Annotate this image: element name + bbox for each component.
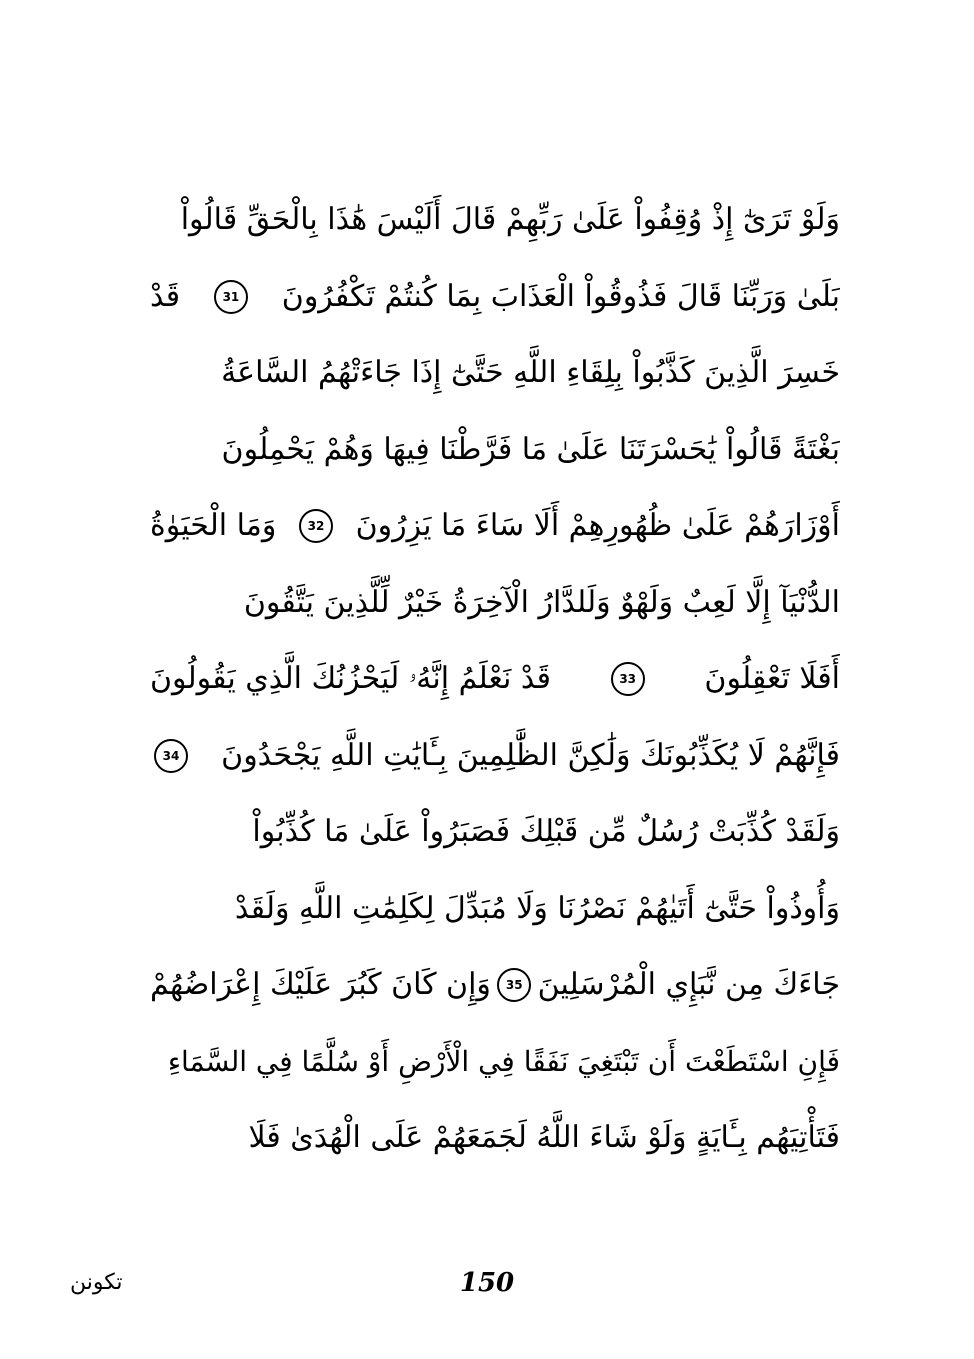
verse-line xyxy=(150,182,840,259)
verse-line xyxy=(150,259,840,336)
verse-line xyxy=(150,871,840,948)
verse-text: فَإِنَّهُمْ لَا يُكَذِّبُونَكَ وَلَٰكِنَّ الظَّٰلِمِينَ بِـَٔايَٰتِ اللَّهِ يَجْحَدُونَ xyxy=(221,737,840,773)
verse-line xyxy=(150,947,840,1024)
verse-text: أَوْزَارَهُمْ عَلَىٰ ظُهُورِهِمْ أَلَا سَاءَ مَا يَزِرُونَ xyxy=(355,508,840,544)
verse-line xyxy=(150,335,840,412)
verse-text-block xyxy=(150,182,840,1177)
verse-text: قَدْ xyxy=(150,278,181,314)
verse-text: وَمَا الْحَيَوٰةُ xyxy=(150,508,277,544)
ayah-number-marker: 31 xyxy=(214,280,248,314)
catchword: تكونن xyxy=(70,1270,123,1295)
verse-text: وَأُوذُواْ حَتَّىٰٓ أَتَيٰهُمْ نَصْرُنَا وَلَا مُبَدِّلَ لِكَلِمَٰتِ اللَّهِ وَلَقَدْ xyxy=(234,890,840,926)
verse-text: وَإِن كَانَ كَبُرَ عَلَيْكَ إِعْرَاضُهُمْ xyxy=(150,967,491,1003)
ayah-number-marker: 32 xyxy=(299,509,333,543)
verse-line xyxy=(150,641,840,718)
page-number: 150 xyxy=(459,1268,515,1298)
ayah-number-marker: 34 xyxy=(154,739,188,773)
verse-text: وَلَقَدْ كُذِّبَتْ رُسُلٌ مِّن قَبْلِكَ فَصَبَرُواْ عَلَىٰ مَا كُذِّبُواْ xyxy=(252,814,840,850)
verse-text: قَدْ نَعْلَمُ إِنَّهُۥ لَيَحْزُنُكَ الَّذِي يَقُولُونَ xyxy=(150,661,551,697)
verse-line xyxy=(150,412,840,489)
ayah-number-marker: 35 xyxy=(497,968,531,1002)
verse-text: جَاءَكَ مِن نَّبَإِي الْمُرْسَلِينَ xyxy=(537,967,840,1003)
verse-text: بَغْتَةً قَالُواْ يَٰحَسْرَتَنَا عَلَىٰ مَا فَرَّطْنَا فِيهَا وَهُمْ يَحْمِلُونَ xyxy=(221,431,840,467)
verse-text: وَلَوْ تَرَىٰٓ إِذْ وُقِفُواْ عَلَىٰ رَبِّهِمْ قَالَ أَلَيْسَ هَٰذَا بِالْحَقِّ قَالُواْ xyxy=(180,202,840,238)
verse-line xyxy=(150,488,840,565)
verse-text: الدُّنْيَآ إِلَّا لَعِبٌ وَلَهْوٌ وَلَلدَّارُ الْآخِرَةُ خَيْرٌ لِّلَّذِينَ يَتَّقُونَ xyxy=(243,584,840,620)
verse-text: بَلَىٰ وَرَبِّنَا قَالَ فَذُوقُواْ الْعَذَابَ بِمَا كُنتُمْ تَكْفُرُونَ xyxy=(281,278,840,314)
verse-text: أَفَلَا تَعْقِلُونَ xyxy=(704,661,840,697)
verse-text: خَسِرَ الَّذِينَ كَذَّبُواْ بِلِقَاءِ اللَّهِ حَتَّىٰٓ إِذَا جَاءَتْهُمُ السَّاعَةُ xyxy=(221,355,840,391)
verse-line xyxy=(150,1024,840,1101)
verse-line xyxy=(150,718,840,795)
ayah-number-marker: 33 xyxy=(611,662,645,696)
verse-text: فَتَأْتِيَهُم بِـَٔايَةٍ وَلَوْ شَاءَ اللَّهُ لَجَمَعَهُمْ عَلَى الْهُدَىٰ فَلَا xyxy=(248,1120,840,1156)
verse-line xyxy=(150,565,840,642)
verse-text: فَإِنِ اسْتَطَعْتَ أَن تَبْتَغِيَ نَفَقًا فِي الْأَرْضِ أَوْ سُلَّمًا فِي السَّمَاءِ xyxy=(167,1044,840,1078)
verse-line xyxy=(150,794,840,871)
verse-line xyxy=(150,1100,840,1177)
